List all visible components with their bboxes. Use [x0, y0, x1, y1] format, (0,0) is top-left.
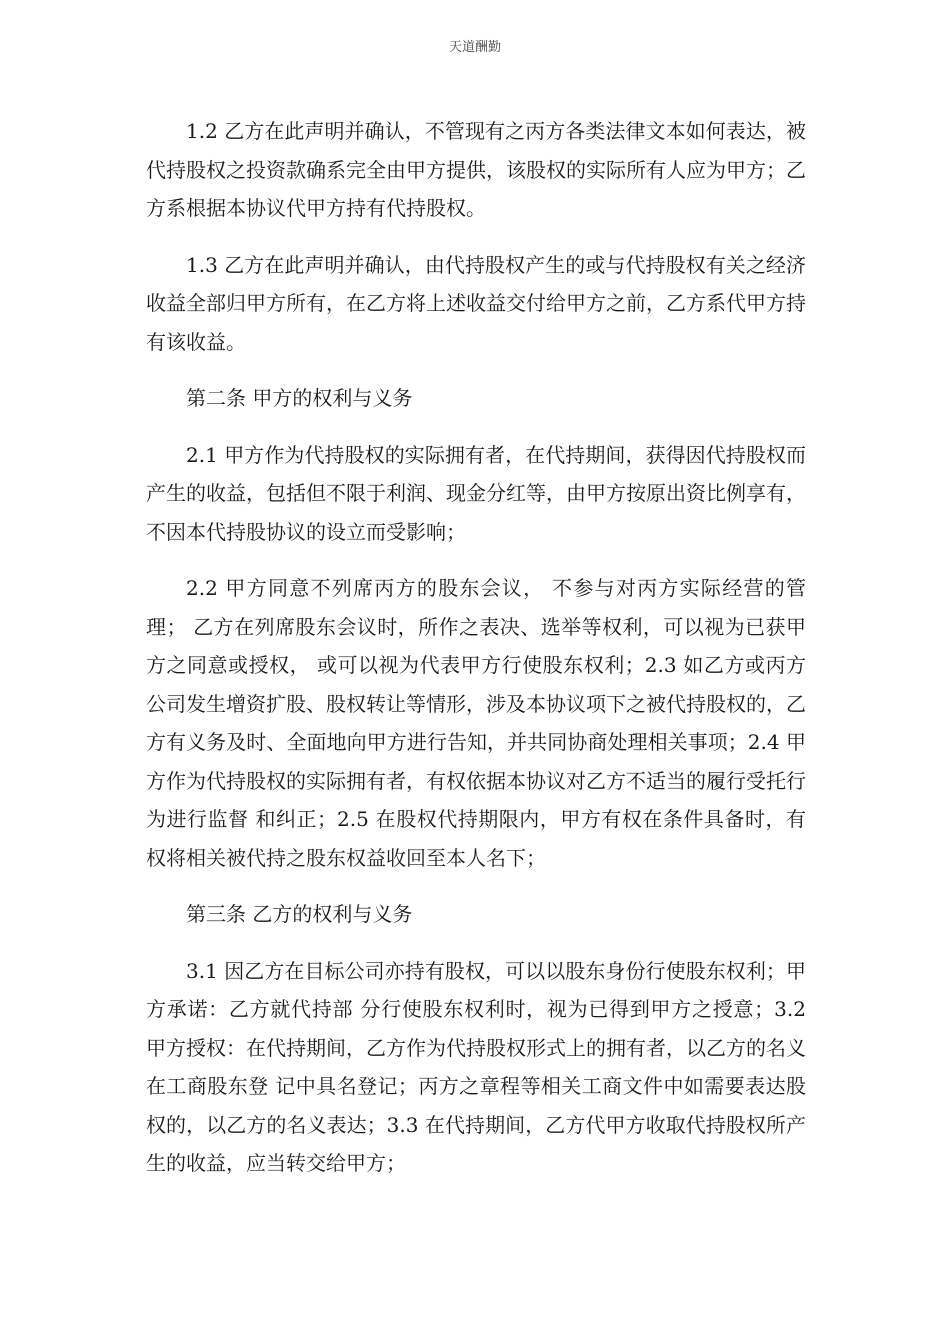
document-body: [146, 112, 806, 1201]
page-header: 天道酬勤: [448, 40, 501, 55]
clause-1-3: 1.3 乙方在此声明并确认，由代持股权产生的或与代持股权有关之经济收益全部归甲方所有，在乙方将上述收益交付给甲方之前，乙方系代甲方持有该收益。: [146, 252, 806, 354]
clause-2-1: 2.1 甲方作为代持股权的实际拥有者，在代持期间，获得因代持股权而产生的收益，包括但不限于利润、现金分红等，由甲方按原出资比例享有，不因本代持股协议的设立而受影响；: [146, 442, 806, 544]
clause-1-2: 1.2 乙方在此声明并确认，不管现有之丙方各类法律文本如何表达，被代持股权之投资款确系完全由甲方提供，该股权的实际所有人应为甲方；乙方系根据本协议代甲方持有代持股权。: [146, 119, 806, 220]
article-2-heading: 第二条 甲方的权利与义务: [186, 386, 413, 410]
clause-2-2-to-2-5: 2.2 甲方同意不列席丙方的股东会议， 不参与对丙方实际经营的管理； 乙方在列席股东会议时，所作之表决、选举等权利，可以视为已获甲方之同意或授权， 或可以视为代表甲方行使股东权利；2.3 如乙方或丙方公司发生增资扩股、股权转让等情形，涉及本协议项下之被代持股权的，乙 方有义务及时、全面地向甲方进行告知，并共同协商处理相关事项；2.4 甲方作为代持股权的实际拥有者，有权依据本协议对乙方不适当的履行受托行为进行监督 和纠正；2.5 在股权代持期限内，甲方有权在条件具备时，有权将相关被代持之股东权益收回至本人名下；: [146, 576, 806, 870]
clause-3-1-to-3-3: 3.1 因乙方在目标公司亦持有股权，可以以股东身份行使股东权利；甲方承诺：乙方就代持部 分行使股东权利时，视为已得到甲方之授意；3.2 甲方授权：在代持期间，乙方作为代持股权形式上的拥有者，以乙方的名义在工商股东登 记中具名登记；丙方之章程等相关工商文件中如需要表达股权的，以乙方的名义表达；3.3 在代持期间，乙方代甲方收取代持股权所产生的收益，应当转交给甲方；: [146, 958, 806, 1175]
article-3-heading: 第三条 乙方的权利与义务: [186, 902, 413, 926]
